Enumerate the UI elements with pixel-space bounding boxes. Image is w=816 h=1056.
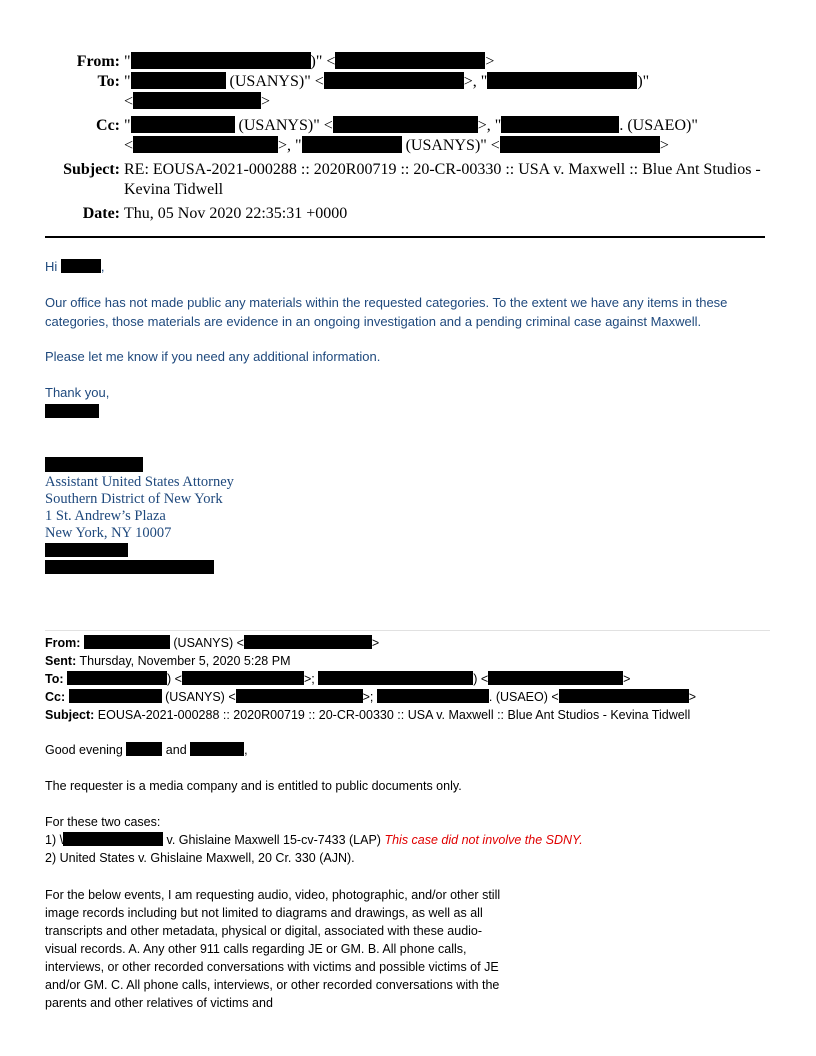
redaction bbox=[131, 72, 226, 89]
case-2: 2) United States v. Ghislaine Maxwell, 20 Cr. 330 (AJN). bbox=[45, 851, 355, 865]
email-header bbox=[0, 52, 816, 224]
fwd-events-paragraph: For the below events, I am requesting audio, video, photographic, and/or other still image records including but not limited to diagrams and drawings, as well as all transcripts and other metadata, physical or digital, associated with these audio-visual records. A. Any other 911 calls regarding JE or GM. B. All phone calls, interviews, or other recorded conversations with victims and possible victims of JE and/or GM. C. All phone calls, interviews, or other recorded conversations with the parents and other relatives of victims and bbox=[45, 888, 501, 1010]
signature-name-redaction bbox=[45, 457, 143, 472]
redaction bbox=[500, 136, 660, 153]
header-date-row bbox=[0, 204, 816, 224]
header-subject-row bbox=[0, 160, 816, 200]
header-to-row: To: " (USANYS)" < >, " )" < > bbox=[0, 72, 816, 112]
redaction bbox=[335, 52, 485, 69]
redaction bbox=[61, 259, 101, 273]
redaction bbox=[333, 116, 478, 133]
redaction bbox=[377, 689, 489, 703]
redaction bbox=[67, 671, 167, 685]
fwd-requester-note: The requester is a media company and is entitled to public documents only. bbox=[45, 779, 462, 793]
reply-paragraph-1: Our office has not made public any materials within the requested categories. To the extent we have any items in these categories, those materials are evidence in an ongoing investigation and a pending criminal case against Maxwell. bbox=[45, 295, 728, 329]
reply-greeting: Hi , bbox=[45, 259, 105, 274]
redaction bbox=[487, 72, 637, 89]
signer-name-redaction bbox=[45, 404, 99, 418]
redaction bbox=[501, 116, 619, 133]
signature-office: Southern District of New York bbox=[45, 491, 223, 507]
redaction bbox=[84, 635, 170, 649]
signature-block bbox=[45, 474, 234, 542]
fwd-to-row: To: ) < >; ) < > bbox=[45, 672, 631, 686]
header-from-row: From: " )" < > bbox=[0, 52, 816, 72]
fwd-sent-row: Sent: Thursday, November 5, 2020 5:28 PM bbox=[45, 654, 291, 668]
fwd-cases bbox=[45, 813, 583, 867]
case-1-note: This case did not involve the SDNY. bbox=[384, 833, 583, 847]
signature-address-1: 1 St. Andrew’s Plaza bbox=[45, 508, 166, 524]
fwd-from-row: From: (USANYS) < > bbox=[45, 636, 380, 650]
redaction bbox=[133, 92, 261, 109]
redaction bbox=[63, 832, 163, 846]
case-1: 1) \ v. Ghislaine Maxwell 15-cv-7433 (LAP) This case did not involve the SDNY. bbox=[45, 833, 583, 847]
header-cc-row: Cc: " (USANYS)" < >, " . (USAEO)" < >, " (USANYS)" < > bbox=[0, 116, 816, 156]
reply-thanks: Thank you, bbox=[45, 385, 110, 400]
redaction bbox=[559, 689, 689, 703]
redaction bbox=[318, 671, 473, 685]
redaction bbox=[131, 52, 311, 69]
cases-intro: For these two cases: bbox=[45, 815, 161, 829]
redaction bbox=[244, 635, 372, 649]
redaction bbox=[126, 742, 162, 756]
subject-label: Subject: bbox=[63, 161, 120, 178]
from-label: From: bbox=[76, 53, 120, 70]
date-text: Thu, 05 Nov 2020 22:35:31 +0000 bbox=[124, 205, 348, 222]
cc-label: Cc: bbox=[96, 117, 120, 134]
subject-text: RE: EOUSA-2021-000288 :: 2020R00719 :: 20-CR-00330 :: USA v. Maxwell :: Blue Ant Studios - Kevina Tidwell bbox=[124, 161, 761, 198]
forward-divider bbox=[45, 630, 770, 631]
fwd-cc-row: Cc: (USANYS) < >; . (USAEO) < > bbox=[45, 690, 696, 704]
signature-title: Assistant United States Attorney bbox=[45, 474, 234, 490]
email-redaction bbox=[45, 560, 214, 574]
date-label: Date: bbox=[82, 205, 120, 222]
redaction bbox=[182, 671, 304, 685]
redaction bbox=[324, 72, 464, 89]
redaction bbox=[236, 689, 363, 703]
redaction bbox=[69, 689, 162, 703]
fwd-greeting: Good evening and , bbox=[45, 743, 248, 757]
redaction bbox=[131, 116, 235, 133]
fwd-subject-row: Subject: EOUSA-2021-000288 :: 2020R00719 :: 20-CR-00330 :: USA v. Maxwell :: Blue Ant Studios - Kevina Tidwell bbox=[45, 708, 691, 722]
header-divider bbox=[45, 236, 765, 238]
redaction bbox=[302, 136, 402, 153]
redaction bbox=[190, 742, 244, 756]
forwarded-header bbox=[45, 634, 785, 724]
redaction bbox=[133, 136, 278, 153]
reply-paragraph-2: Please let me know if you need any additional information. bbox=[45, 349, 381, 364]
to-label: To: bbox=[97, 73, 120, 90]
redaction bbox=[488, 671, 623, 685]
phone-redaction bbox=[45, 543, 128, 557]
signature-address-2: New York, NY 10007 bbox=[45, 525, 172, 541]
